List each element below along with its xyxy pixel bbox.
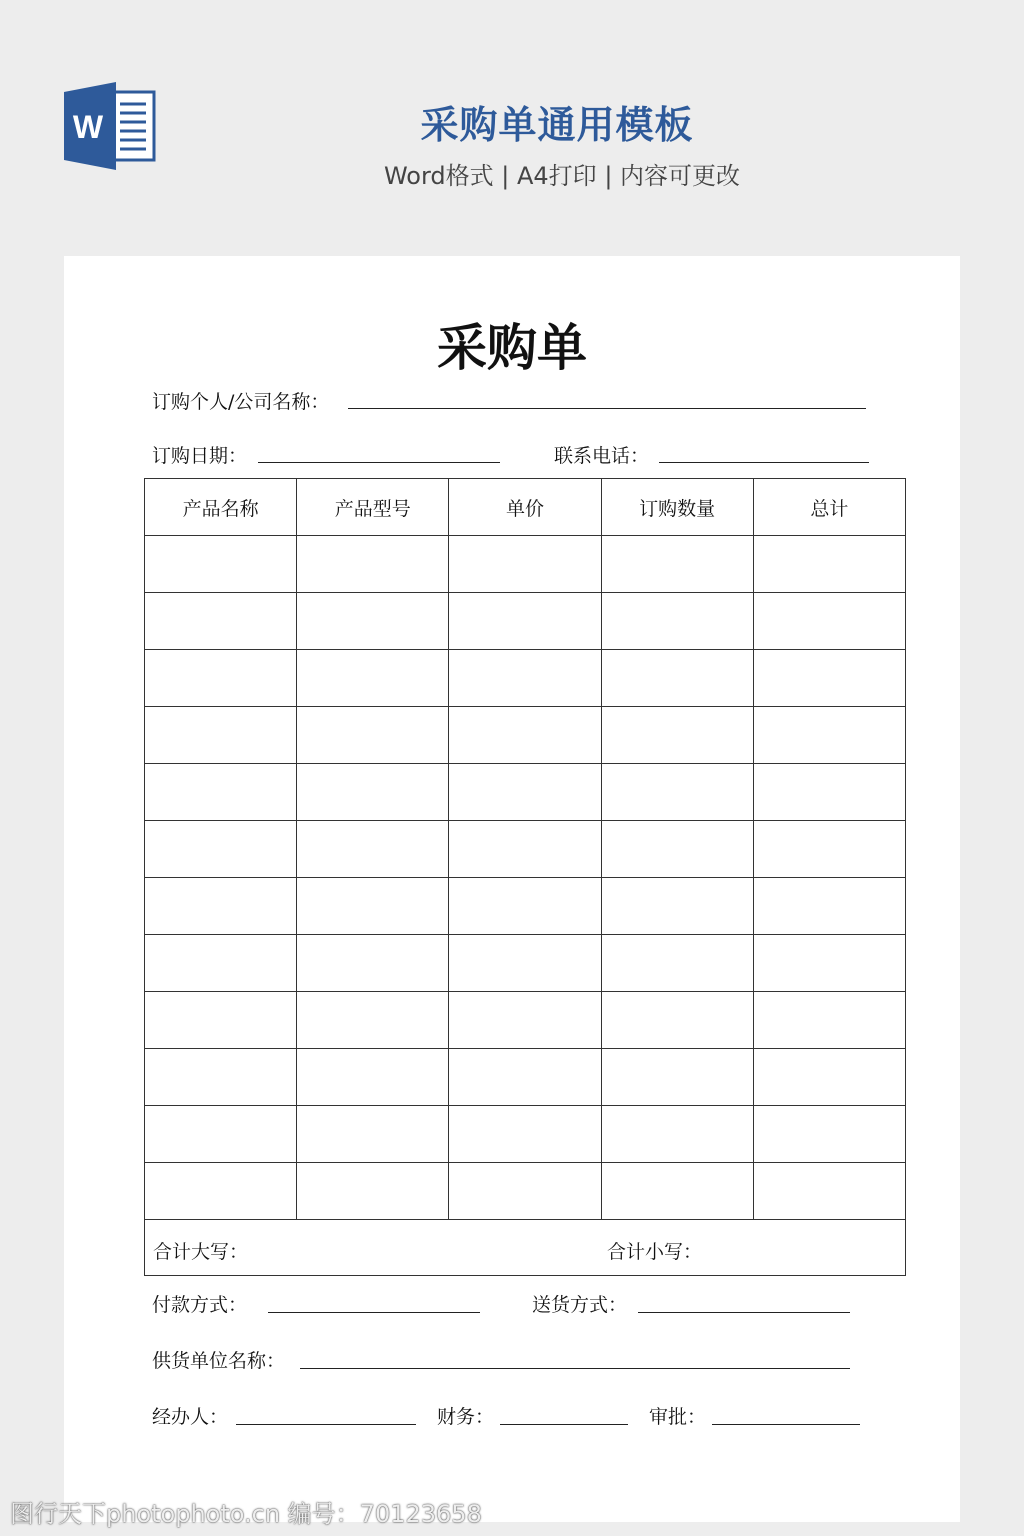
- table-cell[interactable]: [601, 878, 753, 935]
- table-row: [145, 821, 906, 878]
- table-cell[interactable]: [449, 593, 601, 650]
- table-cell[interactable]: [601, 1163, 753, 1220]
- table-cell[interactable]: [449, 821, 601, 878]
- buyer-field[interactable]: [348, 408, 866, 409]
- table-cell[interactable]: [753, 935, 905, 992]
- table-cell[interactable]: [297, 1163, 449, 1220]
- table-row: [145, 593, 906, 650]
- table-cell[interactable]: [145, 878, 297, 935]
- col-product-name: 产品名称: [145, 479, 297, 536]
- col-product-model: 产品型号: [297, 479, 449, 536]
- table-header-row: [145, 479, 906, 536]
- table-cell[interactable]: [753, 878, 905, 935]
- table-cell[interactable]: [145, 935, 297, 992]
- table-cell[interactable]: [297, 707, 449, 764]
- table-cell[interactable]: [601, 821, 753, 878]
- table-row: [145, 1049, 906, 1106]
- handler-label: 经办人：: [152, 1406, 229, 1428]
- supplier-field[interactable]: [300, 1368, 850, 1369]
- table-cell[interactable]: [449, 992, 601, 1049]
- order-date-field[interactable]: [258, 462, 500, 463]
- table-cell[interactable]: [145, 707, 297, 764]
- order-table: [144, 478, 906, 1276]
- payment-label: 付款方式：: [152, 1294, 248, 1316]
- table-cell[interactable]: [297, 1049, 449, 1106]
- table-row: [145, 878, 906, 935]
- table-cell[interactable]: [753, 1049, 905, 1106]
- table-cell[interactable]: [601, 764, 753, 821]
- table-row: [145, 1106, 906, 1163]
- page-title: 采购单通用模板: [420, 103, 694, 147]
- table-cell[interactable]: [449, 1049, 601, 1106]
- supplier-label: 供货单位名称：: [152, 1350, 286, 1372]
- table-row: [145, 764, 906, 821]
- table-cell[interactable]: [449, 935, 601, 992]
- table-cell[interactable]: [297, 878, 449, 935]
- table-cell[interactable]: [145, 1106, 297, 1163]
- table-row: [145, 536, 906, 593]
- table-cell[interactable]: [449, 650, 601, 707]
- table-cell[interactable]: [753, 764, 905, 821]
- table-cell[interactable]: [449, 1106, 601, 1163]
- table-cell[interactable]: [145, 1049, 297, 1106]
- total-lower-label: 合计小写：: [607, 1241, 703, 1263]
- order-date-label: 订购日期：: [152, 445, 248, 467]
- document-paper: [64, 256, 960, 1522]
- table-row: [145, 707, 906, 764]
- table-cell[interactable]: [297, 1106, 449, 1163]
- watermark: 图行天下photophoto.cn 编号：70123658: [10, 1500, 482, 1528]
- payment-field[interactable]: [268, 1312, 480, 1313]
- table-cell[interactable]: [601, 593, 753, 650]
- table-cell[interactable]: [449, 707, 601, 764]
- table-cell[interactable]: [145, 650, 297, 707]
- table-cell[interactable]: [297, 536, 449, 593]
- table-row: [145, 650, 906, 707]
- table-cell[interactable]: [601, 1049, 753, 1106]
- table-cell[interactable]: [297, 593, 449, 650]
- svg-text:W: W: [72, 109, 104, 145]
- table-cell[interactable]: [145, 992, 297, 1049]
- table-cell[interactable]: [297, 821, 449, 878]
- phone-field[interactable]: [659, 462, 869, 463]
- table-cell[interactable]: [753, 1163, 905, 1220]
- approval-label: 审批：: [649, 1406, 707, 1428]
- handler-field[interactable]: [236, 1424, 416, 1425]
- col-unit-price: 单价: [449, 479, 601, 536]
- table-cell[interactable]: [297, 992, 449, 1049]
- table-cell[interactable]: [297, 935, 449, 992]
- total-cell[interactable]: [145, 1220, 906, 1276]
- delivery-label: 送货方式：: [532, 1294, 628, 1316]
- document-title: 采购单: [437, 319, 587, 377]
- col-quantity: 订购数量: [601, 479, 753, 536]
- table-cell[interactable]: [753, 992, 905, 1049]
- table-cell[interactable]: [449, 764, 601, 821]
- buyer-label: 订购个人/公司名称：: [152, 391, 330, 413]
- table-cell[interactable]: [601, 1106, 753, 1163]
- col-total: 总计: [753, 479, 905, 536]
- total-row: [145, 1220, 906, 1276]
- table-cell[interactable]: [449, 878, 601, 935]
- table-cell[interactable]: [145, 821, 297, 878]
- table-row: [145, 1163, 906, 1220]
- table-cell[interactable]: [753, 593, 905, 650]
- table-cell[interactable]: [601, 707, 753, 764]
- table-cell[interactable]: [601, 935, 753, 992]
- table-cell[interactable]: [145, 536, 297, 593]
- table-cell[interactable]: [753, 1106, 905, 1163]
- table-cell[interactable]: [601, 650, 753, 707]
- table-cell[interactable]: [753, 536, 905, 593]
- delivery-field[interactable]: [638, 1312, 850, 1313]
- table-cell[interactable]: [753, 821, 905, 878]
- table-cell[interactable]: [449, 536, 601, 593]
- table-cell[interactable]: [753, 650, 905, 707]
- table-row: [145, 935, 906, 992]
- approval-field[interactable]: [712, 1424, 860, 1425]
- finance-label: 财务：: [437, 1406, 495, 1428]
- total-upper-label: 合计大写：: [153, 1241, 249, 1263]
- table-cell[interactable]: [297, 764, 449, 821]
- table-cell[interactable]: [601, 992, 753, 1049]
- finance-field[interactable]: [500, 1424, 628, 1425]
- table-cell[interactable]: [297, 650, 449, 707]
- table-cell[interactable]: [449, 1163, 601, 1220]
- page-subtitle: Word格式 | A4打印 | 内容可更改: [383, 162, 741, 190]
- table-cell[interactable]: [753, 707, 905, 764]
- table-cell[interactable]: [145, 1163, 297, 1220]
- table-row: [145, 992, 906, 1049]
- table-cell[interactable]: [145, 764, 297, 821]
- table-cell[interactable]: [601, 536, 753, 593]
- phone-label: 联系电话：: [554, 445, 650, 467]
- table-cell[interactable]: [145, 593, 297, 650]
